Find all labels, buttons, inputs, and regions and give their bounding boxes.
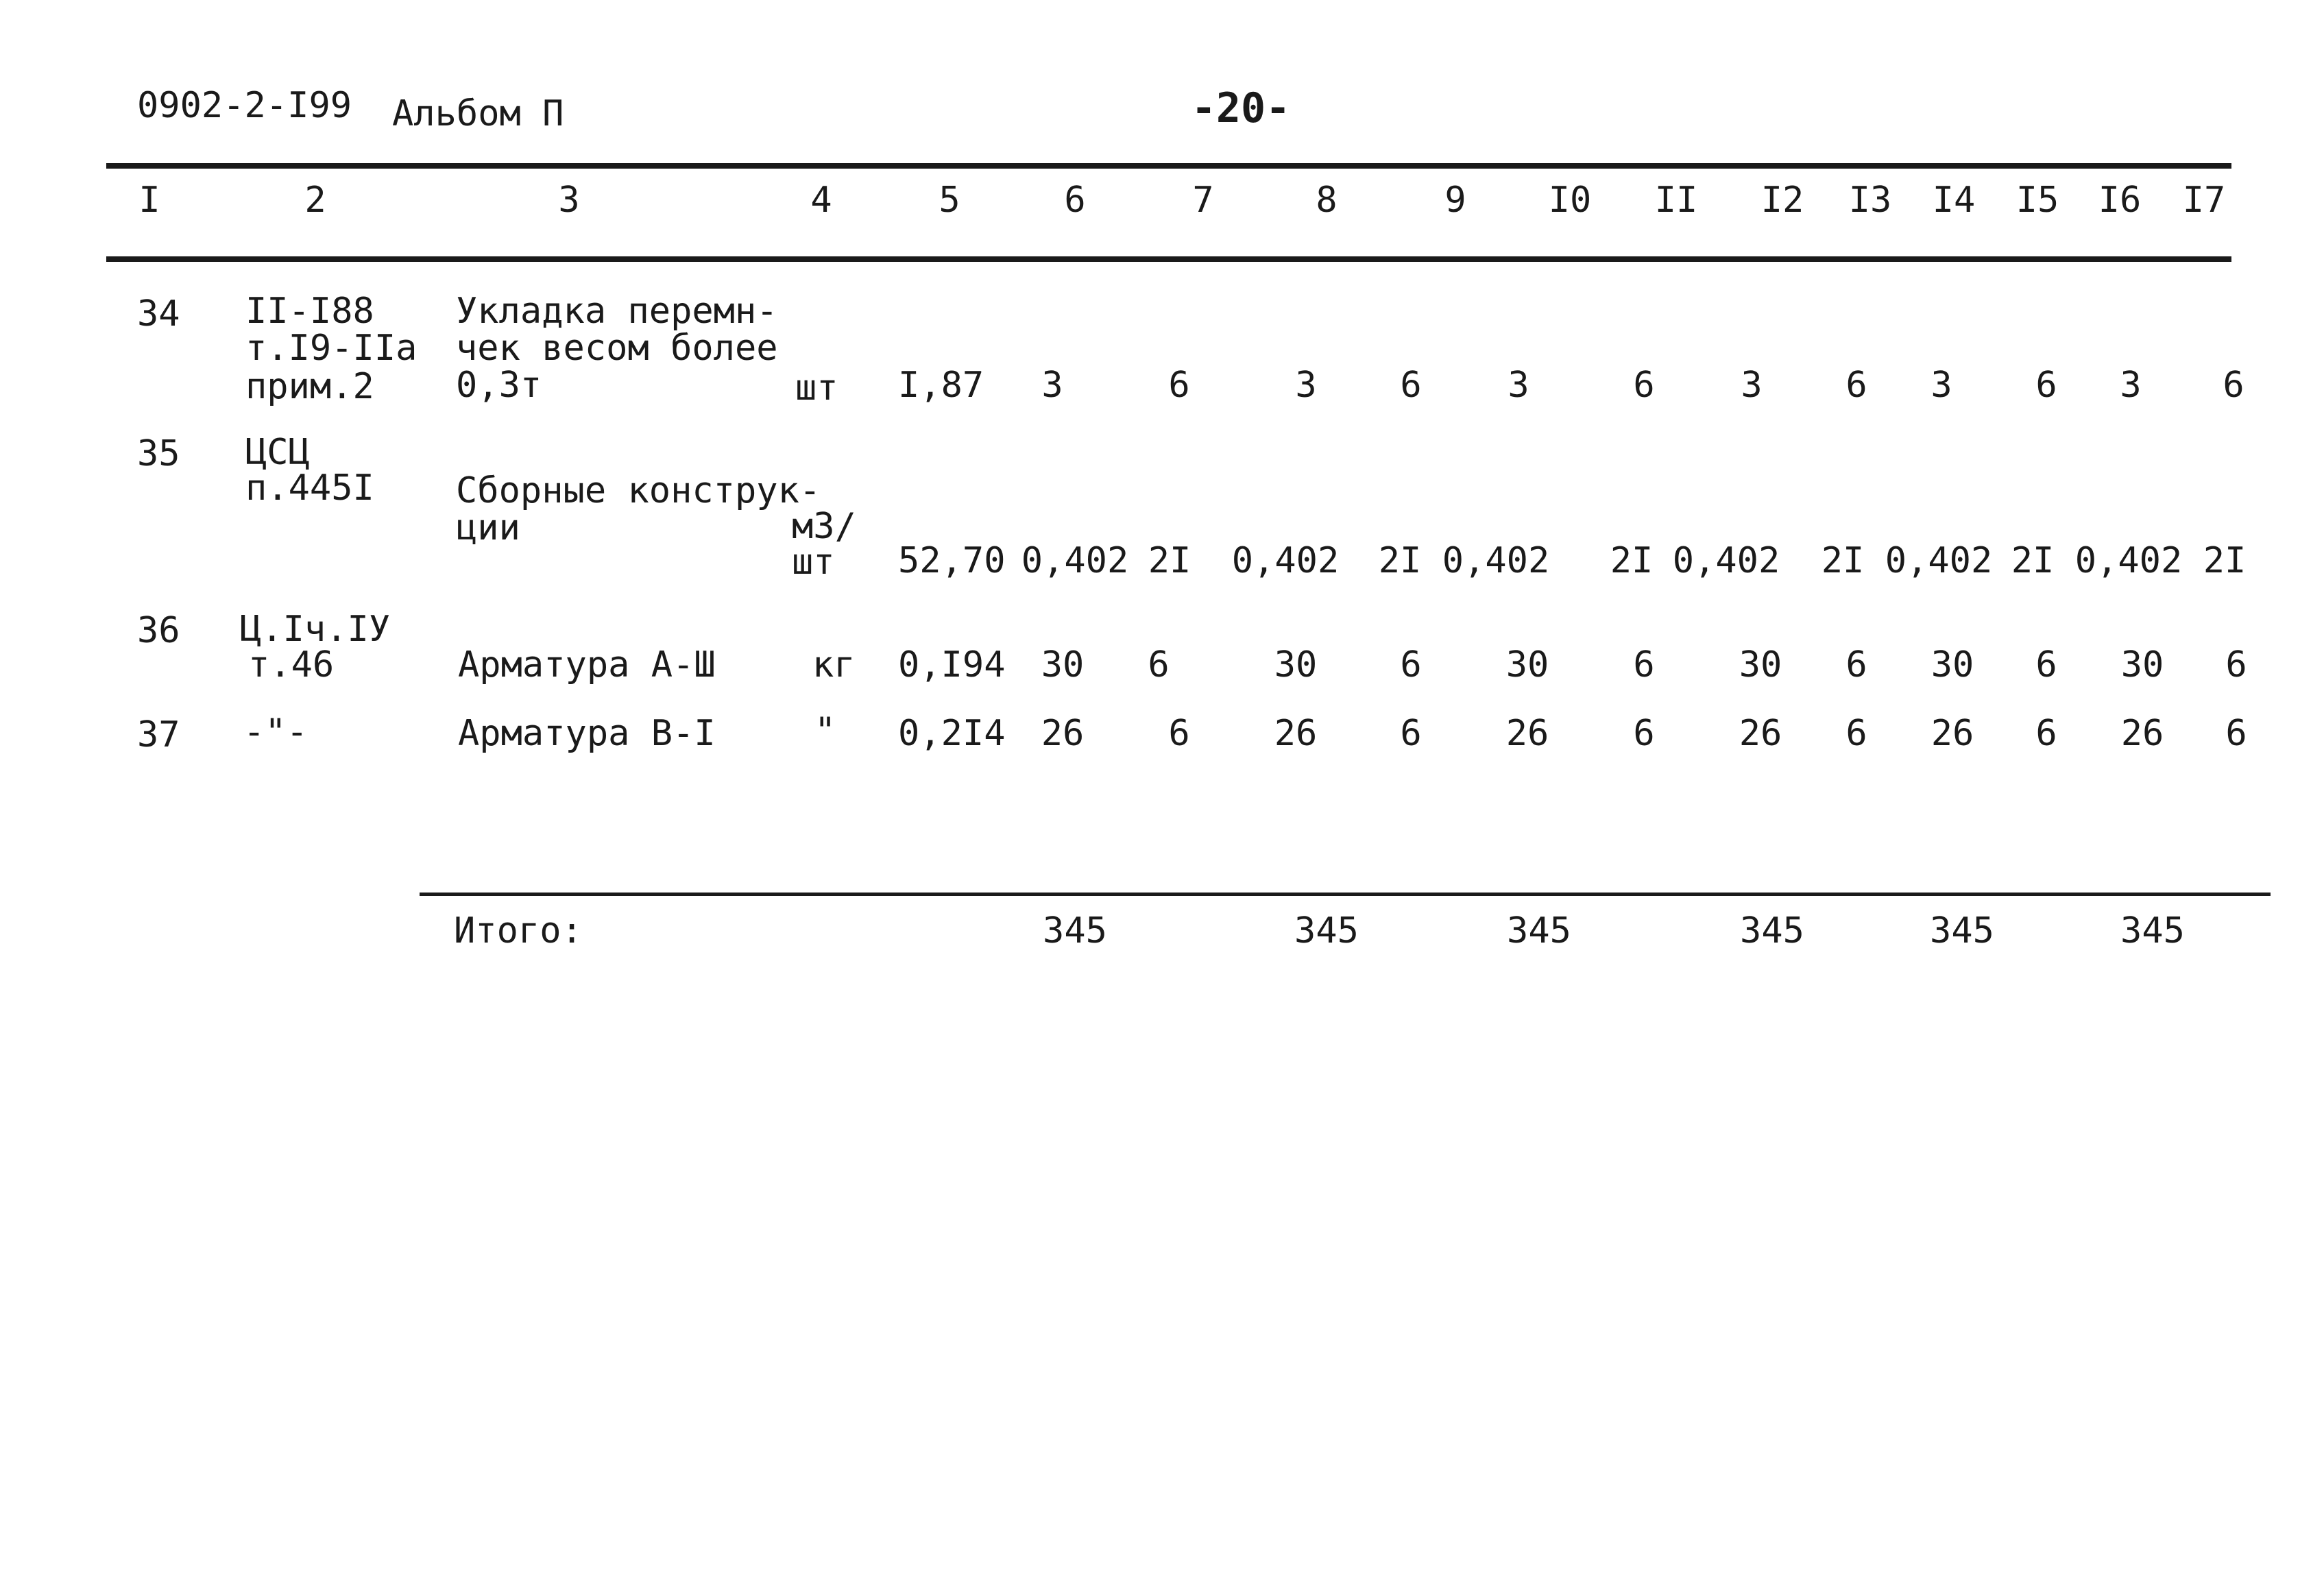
work-name: Сборные конструк-: [456, 470, 821, 511]
cell-value: 0,402: [1672, 540, 1780, 581]
row-number: 36: [137, 610, 180, 651]
total-value: 345: [1740, 910, 1804, 951]
work-name: Арматура А-Ш: [458, 644, 716, 685]
row-number: 35: [137, 433, 180, 474]
cell-value: 0,402: [1021, 540, 1129, 581]
column-header: I0: [1548, 180, 1592, 221]
total-value: 345: [2120, 910, 2185, 951]
cell-value: 6: [2223, 365, 2244, 406]
total-value: 345: [1930, 910, 1994, 951]
norm-value: 0,I94: [898, 644, 1006, 685]
cell-value: 6: [1845, 713, 1867, 754]
total-rule: [420, 893, 2271, 896]
cell-value: 3: [1295, 365, 1317, 406]
norm-value: 0,2I4: [898, 713, 1006, 754]
column-header: 6: [1064, 180, 1086, 221]
cell-value: 3: [1930, 365, 1952, 406]
cell-value: 0,402: [2074, 540, 2183, 581]
cell-value: 6: [2035, 365, 2057, 406]
norm-value: 52,70: [898, 540, 1006, 581]
column-header: 5: [939, 180, 960, 221]
cell-value: 6: [2225, 644, 2247, 685]
cell-value: 6: [2035, 644, 2057, 685]
column-header: 4: [810, 180, 832, 221]
cell-value: 30: [1505, 644, 1549, 685]
norm-code: -"-: [243, 712, 308, 753]
column-header: I5: [2016, 180, 2059, 221]
album-label: Альбом П: [392, 93, 564, 134]
column-header: 8: [1316, 180, 1337, 221]
cell-value: 6: [1400, 713, 1422, 754]
cell-value: 26: [1930, 713, 1974, 754]
norm-code: т.I9-IIa: [245, 328, 417, 369]
cell-value: 26: [1041, 713, 1085, 754]
column-header: I7: [2182, 180, 2226, 221]
cell-value: 3: [1508, 365, 1529, 406]
work-name: Укладка перемн-: [456, 291, 778, 332]
work-name: Арматура В-I: [458, 713, 716, 754]
cell-value: 2I: [1148, 540, 1191, 581]
work-name: ции: [456, 507, 520, 548]
norm-code: т.46: [248, 644, 335, 685]
row-number: 37: [137, 714, 180, 755]
column-header: 2: [304, 180, 326, 221]
cell-value: 6: [2035, 713, 2057, 754]
cell-value: 3: [2120, 365, 2142, 406]
cell-value: 30: [2120, 644, 2164, 685]
unit: ": [814, 710, 836, 751]
column-header: I6: [2098, 180, 2142, 221]
cell-value: 26: [1739, 713, 1782, 754]
unit: шт: [792, 542, 835, 583]
column-header: II: [1654, 180, 1698, 221]
unit: м3/: [792, 506, 856, 547]
cell-value: 3: [1041, 365, 1063, 406]
unit: кг: [812, 644, 856, 685]
column-header: 3: [558, 180, 580, 221]
cell-value: 6: [1400, 365, 1422, 406]
norm-code: прим.2: [245, 366, 374, 407]
norm-code: II-I88: [245, 291, 374, 332]
cell-value: 6: [1400, 644, 1422, 685]
total-label: Итого:: [454, 910, 583, 951]
header-bottom-rule: [106, 256, 2231, 262]
cell-value: 6: [1168, 713, 1190, 754]
column-header: I2: [1760, 180, 1804, 221]
cell-value: 2I: [2203, 540, 2247, 581]
cell-value: 2I: [1821, 540, 1865, 581]
cell-value: 30: [1041, 644, 1085, 685]
norm-value: I,87: [898, 365, 984, 406]
document-code: 0902-2-I99: [137, 85, 352, 126]
cell-value: 6: [1148, 644, 1170, 685]
header-top-rule: [106, 163, 2231, 169]
page-number: -20-: [1191, 84, 1291, 132]
cell-value: 30: [1930, 644, 1974, 685]
work-name: чек весом более: [456, 328, 778, 369]
row-number: 34: [137, 293, 180, 335]
column-header: I4: [1932, 180, 1976, 221]
cell-value: 2I: [2011, 540, 2055, 581]
cell-value: 6: [1633, 365, 1655, 406]
cell-value: 26: [1505, 713, 1549, 754]
cell-value: 6: [2225, 713, 2247, 754]
norm-code: Ц.Iч.IУ: [240, 609, 391, 650]
column-header: I: [138, 180, 160, 221]
cell-value: 30: [1274, 644, 1318, 685]
cell-value: 26: [1274, 713, 1318, 754]
norm-code: п.445I: [245, 468, 374, 509]
cell-value: 26: [2120, 713, 2164, 754]
cell-value: 3: [1741, 365, 1763, 406]
unit: шт: [795, 367, 838, 409]
cell-value: 30: [1739, 644, 1782, 685]
total-value: 345: [1507, 910, 1571, 951]
cell-value: 0,402: [1885, 540, 1993, 581]
cell-value: 2I: [1610, 540, 1654, 581]
work-name: 0,3т: [456, 365, 542, 406]
column-header: 7: [1192, 180, 1214, 221]
cell-value: 0,402: [1442, 540, 1550, 581]
cell-value: 6: [1168, 365, 1190, 406]
cell-value: 0,402: [1231, 540, 1340, 581]
cell-value: 6: [1845, 365, 1867, 406]
cell-value: 6: [1633, 713, 1655, 754]
total-value: 345: [1294, 910, 1359, 951]
cell-value: 6: [1845, 644, 1867, 685]
cell-value: 6: [1633, 644, 1655, 685]
cell-value: 2I: [1378, 540, 1422, 581]
column-header: 9: [1444, 180, 1466, 221]
norm-code: ЦСЦ: [245, 432, 310, 473]
column-header: I3: [1848, 180, 1892, 221]
total-value: 345: [1043, 910, 1107, 951]
